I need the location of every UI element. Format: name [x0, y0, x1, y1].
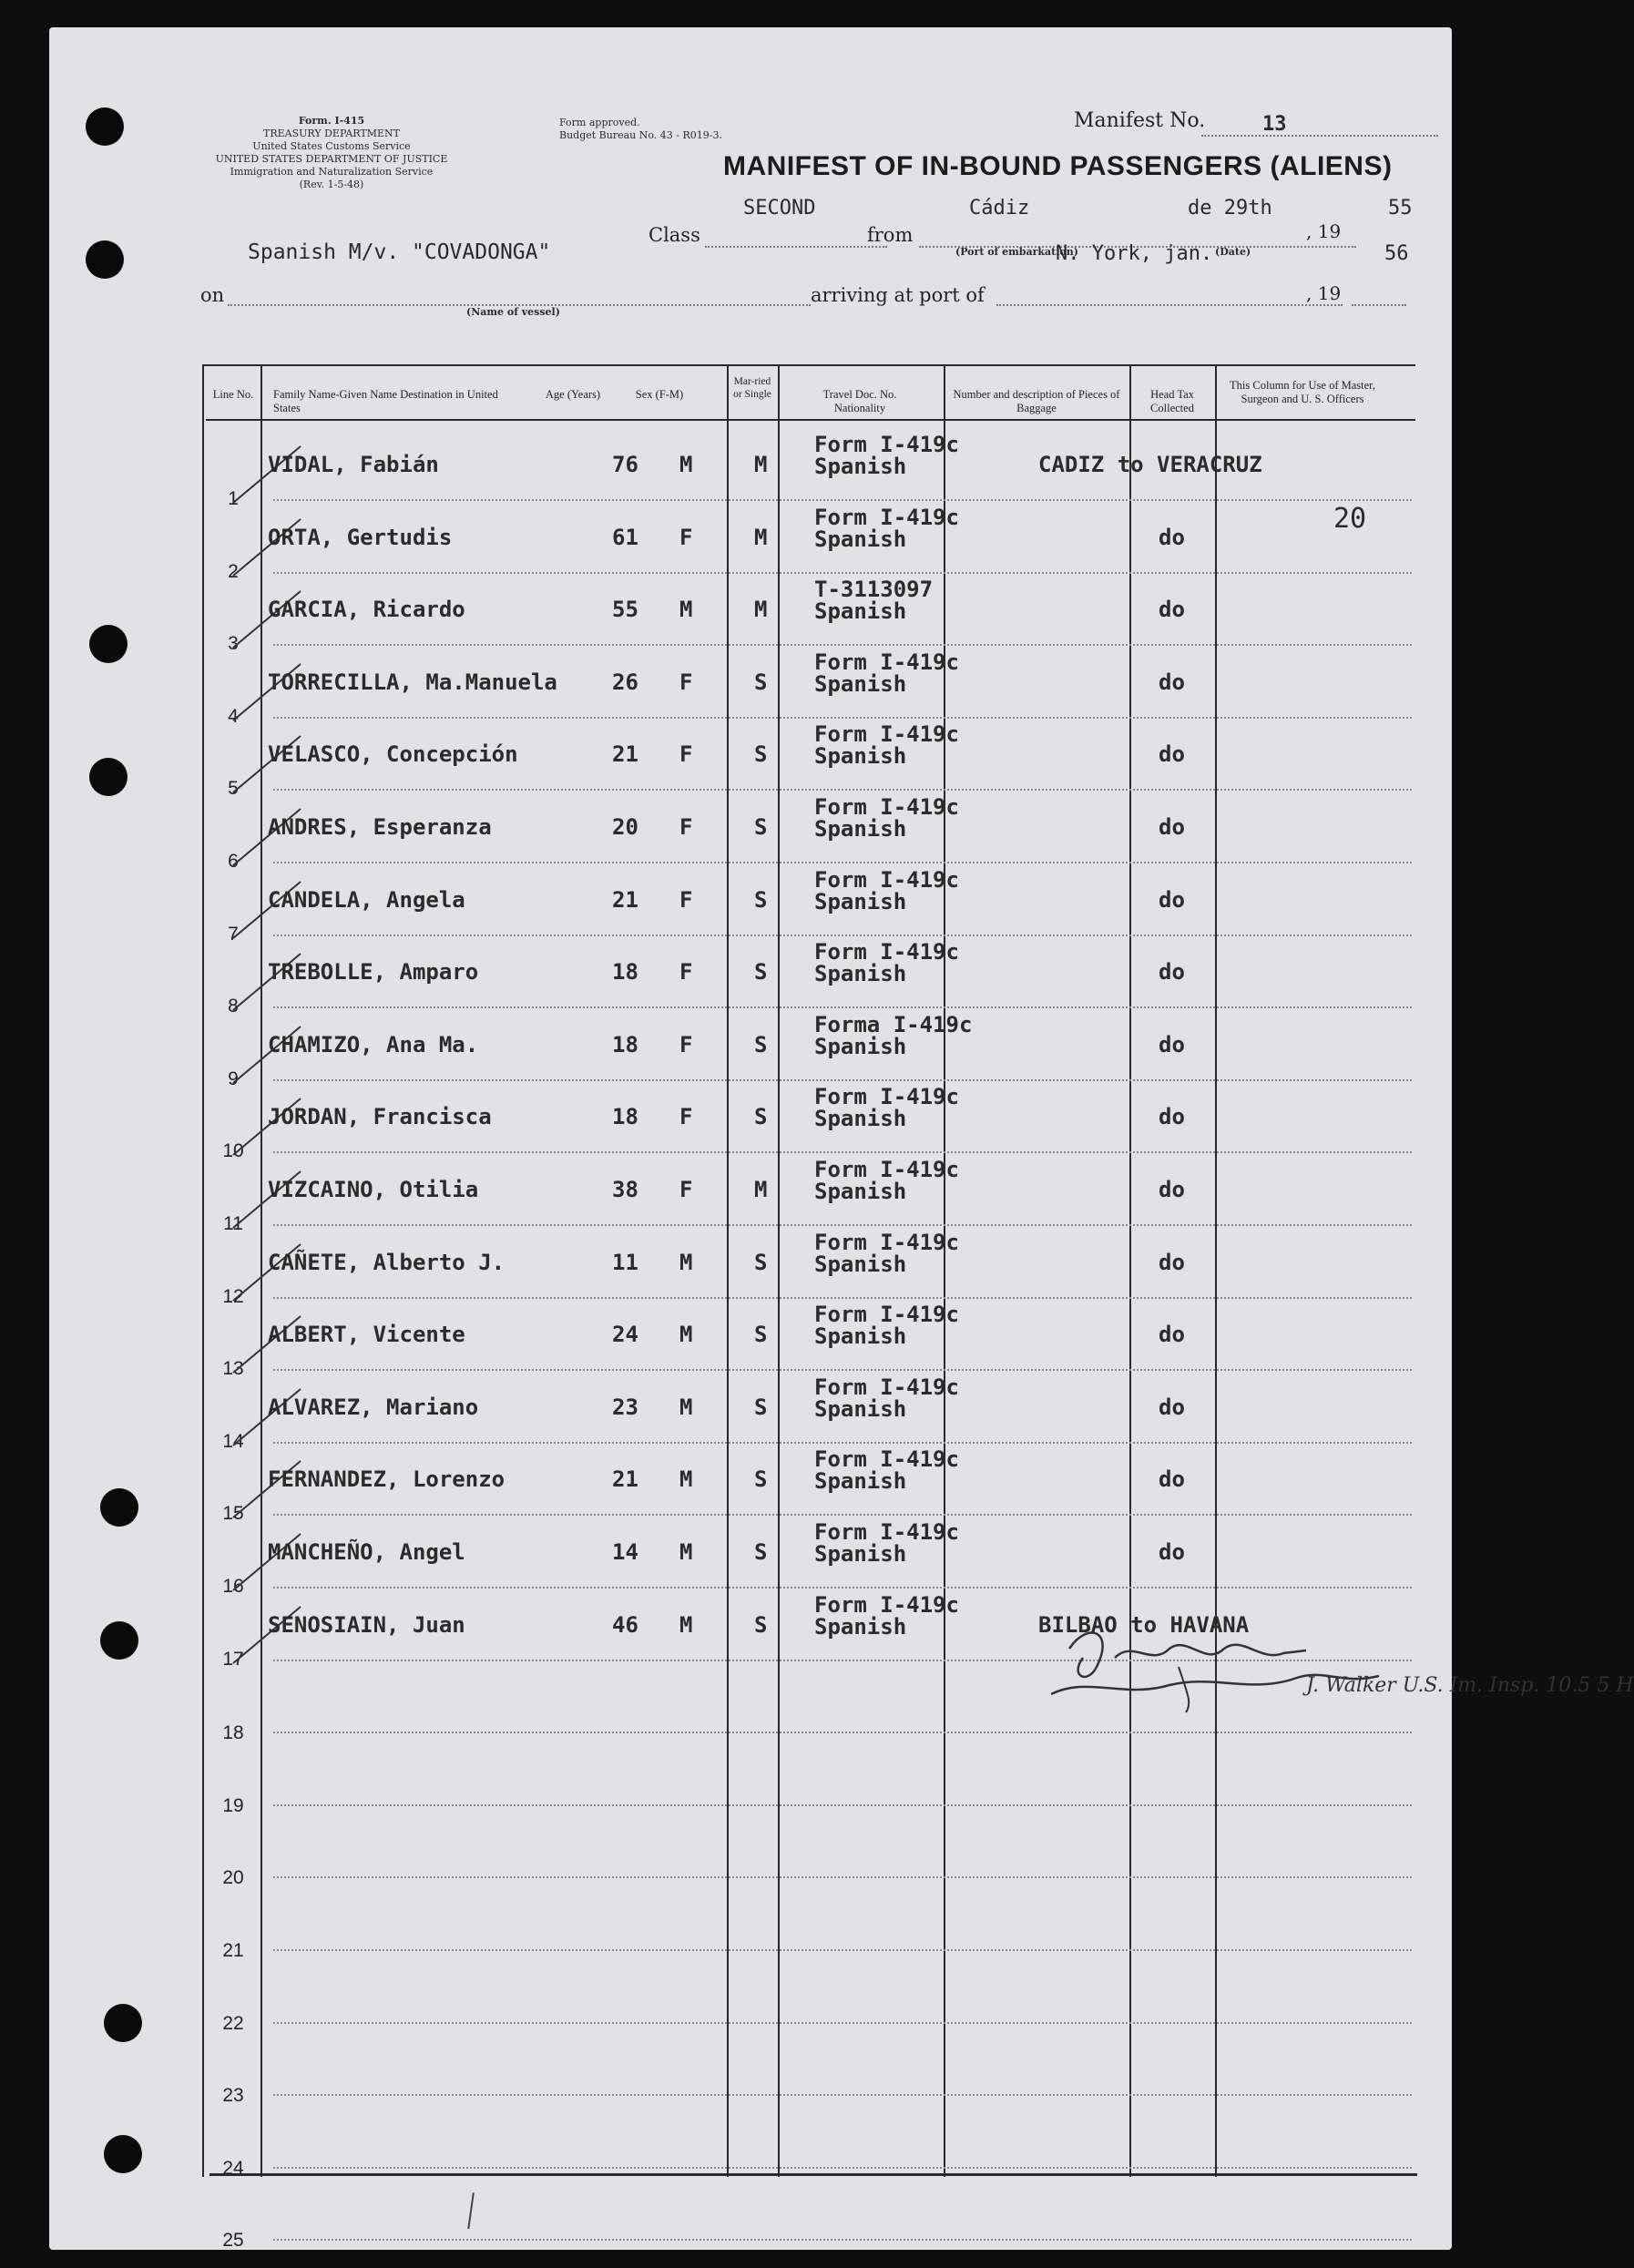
nationality: Spanish	[814, 1106, 907, 1131]
line-number: 25	[222, 2230, 244, 2251]
form-id-block	[195, 115, 468, 191]
manifest-sheet	[49, 27, 1634, 2251]
marital-status: S	[754, 669, 768, 695]
year-prefix-3: , 19	[1306, 282, 1342, 304]
passenger-sex: M	[679, 1322, 693, 1347]
row-rule	[273, 1587, 1412, 1589]
inspector-signature	[1033, 1612, 1634, 1721]
head-tax: do	[1159, 814, 1185, 840]
col-header-baggage: Number and description of Pieces of Baggage	[953, 388, 1120, 414]
passenger-sex: F	[679, 741, 693, 767]
line-number: 7	[228, 924, 239, 945]
passenger-name: CANDELA, Angela	[268, 887, 465, 913]
marital-status: M	[754, 597, 768, 622]
manifest-no-value: 13	[1262, 113, 1287, 136]
row-rule	[273, 2239, 1412, 2241]
head-tax: do	[1159, 1322, 1185, 1347]
travel-doc-number: Form I-419c	[814, 432, 959, 457]
head-tax: do	[1159, 1250, 1185, 1275]
marital-status: S	[754, 814, 768, 840]
form-number: Form. I-415	[298, 115, 365, 127]
passenger-age: 23	[612, 1395, 638, 1420]
head-tax: do	[1159, 887, 1185, 913]
passenger-age: 21	[612, 1466, 638, 1492]
pen-mark	[467, 2192, 485, 2231]
line-number: 24	[222, 2158, 244, 2179]
budget-approval	[559, 117, 722, 142]
line-number: 14	[222, 1431, 244, 1452]
row-rule	[273, 572, 1412, 574]
travel-doc-number: Form I-419c	[814, 1157, 959, 1182]
binder-hole	[89, 625, 128, 663]
passenger-name: ALBERT, Vicente	[268, 1322, 465, 1347]
line-number: 6	[228, 851, 239, 872]
nationality: Spanish	[814, 671, 907, 697]
travel-doc-number: Form I-419c	[814, 867, 959, 893]
passenger-name: ANDRES, Esperanza	[268, 814, 492, 840]
marital-status: S	[754, 1466, 768, 1492]
approved-line-1: Form approved.	[559, 117, 640, 128]
year-value-2: 56	[1384, 242, 1409, 265]
row-rule	[273, 1442, 1412, 1444]
row-rule	[273, 1514, 1412, 1516]
passenger-age: 46	[612, 1612, 638, 1638]
passenger-age: 18	[612, 1104, 638, 1129]
passenger-name: JORDAN, Francisca	[268, 1104, 492, 1129]
nationality: Spanish	[814, 1251, 907, 1277]
line-number: 21	[222, 1940, 244, 1961]
arriving-label: arriving at port of	[811, 284, 985, 306]
binder-hole	[100, 1488, 138, 1527]
binder-hole	[86, 240, 124, 279]
passenger-sex: F	[679, 887, 693, 913]
col-header-head-tax: Head Tax Collected	[1150, 388, 1194, 414]
row-rule	[273, 499, 1412, 501]
passenger-age: 21	[612, 741, 638, 767]
passenger-name: ORTA, Gertudis	[268, 525, 453, 550]
passenger-age: 14	[612, 1539, 638, 1565]
line-number: 17	[222, 1649, 244, 1670]
passenger-age: 38	[612, 1177, 638, 1202]
row-rule	[273, 1006, 1412, 1008]
line-number: 1	[228, 488, 239, 509]
passenger-name: VIZCAINO, Otilia	[268, 1177, 479, 1202]
row-rule	[273, 935, 1412, 936]
marital-status: M	[754, 1177, 768, 1202]
travel-doc-number: Form I-419c	[814, 1230, 959, 1255]
binder-hole	[89, 758, 128, 796]
row-rule	[273, 789, 1412, 791]
row-rule	[273, 1876, 1412, 1878]
passenger-age: 26	[612, 669, 638, 695]
marital-status: S	[754, 1539, 768, 1565]
passenger-name: TORRECILLA, Ma.Manuela	[268, 669, 557, 695]
vessel-name: Spanish M/v. "COVADONGA"	[248, 240, 551, 264]
col-header-travel-doc: Travel Doc. No. Nationality	[822, 388, 897, 414]
col-header-married: Mar-ried or Single	[733, 376, 771, 400]
nationality: Spanish	[814, 1179, 907, 1204]
line-number: 11	[223, 1213, 243, 1234]
head-tax: do	[1159, 669, 1185, 695]
line-number: 19	[222, 1795, 244, 1816]
line-number: 15	[222, 1503, 244, 1524]
row-rule	[273, 1732, 1412, 1733]
passenger-sex: M	[679, 452, 693, 477]
line-number: 13	[222, 1358, 244, 1379]
marital-status: S	[754, 1250, 768, 1275]
travel-doc-number: Form I-419c	[814, 649, 959, 675]
travel-doc-number: Form I-419c	[814, 939, 959, 965]
vessel-caption: (Name of vessel)	[466, 306, 560, 318]
passenger-age: 21	[612, 887, 638, 913]
nationality: Spanish	[814, 1034, 907, 1059]
officer-note-20: 20	[1333, 503, 1367, 535]
row-rule	[273, 644, 1412, 646]
line-number: 4	[228, 706, 239, 727]
from-value: Cádiz	[969, 197, 1030, 220]
date-value: de 29th	[1188, 197, 1272, 220]
nationality: Spanish	[814, 454, 907, 479]
passenger-sex: M	[679, 1395, 693, 1420]
passenger-sex: F	[679, 1177, 693, 1202]
passenger-sex: M	[679, 597, 693, 622]
year-value-1: 55	[1388, 197, 1413, 220]
passenger-name: CHAMIZO, Ana Ma.	[268, 1032, 479, 1057]
passenger-age: 11	[612, 1250, 638, 1275]
line-number: 20	[222, 1867, 244, 1888]
head-tax: do	[1159, 1032, 1185, 1057]
nationality: Spanish	[814, 526, 907, 552]
from-label: from	[867, 224, 914, 246]
passenger-age: 24	[612, 1322, 638, 1347]
dept-justice: UNITED STATES DEPARTMENT OF JUSTICE	[215, 153, 448, 165]
passenger-age: 61	[612, 525, 638, 550]
col-header-officers: This Column for Use of Master, Surgeon and U. S. Officers	[1230, 379, 1375, 405]
baggage-route: BILBAO to HAVANA	[1038, 1612, 1250, 1638]
class-label: Class	[648, 224, 700, 246]
col-header-line: Line No.	[212, 388, 254, 401]
head-tax: do	[1159, 1466, 1185, 1492]
manifest-no-label: Manifest No.	[1074, 109, 1206, 132]
dept-treasury: TREASURY DEPARTMENT	[263, 128, 400, 139]
head-tax: do	[1159, 597, 1185, 622]
marital-status: S	[754, 1104, 768, 1129]
head-tax: do	[1159, 1104, 1185, 1129]
approved-line-2: Budget Bureau No. 43 - R019-3.	[559, 129, 722, 141]
row-rule	[273, 2022, 1412, 2024]
passenger-sex: F	[679, 669, 693, 695]
marital-status: S	[754, 1322, 768, 1347]
line-number: 8	[228, 996, 239, 1017]
row-rule	[273, 1079, 1412, 1081]
port-embark-caption: (Port of embarkation)	[955, 246, 1078, 258]
line-number: 5	[228, 778, 239, 799]
travel-doc-number: Forma I-419c	[814, 1012, 973, 1037]
row-rule	[273, 2167, 1412, 2169]
binder-hole	[104, 2004, 142, 2042]
passenger-sex: M	[679, 1466, 693, 1492]
travel-doc-number: Form I-419c	[814, 1302, 959, 1327]
marital-status: M	[754, 452, 768, 477]
nationality: Spanish	[814, 1396, 907, 1422]
travel-doc-number: Form I-419c	[814, 1519, 959, 1545]
manifest-title: MANIFEST OF IN-BOUND PASSENGERS (ALIENS)	[723, 151, 1393, 181]
row-rule	[273, 1369, 1412, 1371]
marital-status: S	[754, 1395, 768, 1420]
on-label: on	[200, 284, 225, 306]
head-tax: do	[1159, 741, 1185, 767]
passenger-age: 18	[612, 1032, 638, 1057]
marital-status: S	[754, 959, 768, 985]
head-tax: do	[1159, 959, 1185, 985]
row-rule	[273, 1224, 1412, 1226]
binder-hole	[86, 107, 124, 146]
passenger-sex: F	[679, 525, 693, 550]
passenger-sex: M	[679, 1539, 693, 1565]
head-tax: do	[1159, 1395, 1185, 1420]
nationality: Spanish	[814, 1468, 907, 1494]
passenger-sex: F	[679, 1032, 693, 1057]
travel-doc-number: Form I-419c	[814, 721, 959, 747]
passenger-sex: F	[679, 959, 693, 985]
passenger-name: CAÑETE, Alberto J.	[268, 1250, 506, 1275]
line-number: 18	[222, 1722, 244, 1743]
date-caption: (Date)	[1215, 246, 1251, 258]
dept-customs: United States Customs Service	[252, 140, 411, 152]
passenger-name: GARCIA, Ricardo	[268, 597, 465, 622]
binder-hole	[104, 2135, 142, 2173]
marital-status: S	[754, 887, 768, 913]
line-number: 10	[222, 1140, 244, 1161]
line-number: 12	[222, 1286, 244, 1307]
line-number: 22	[222, 2013, 244, 2034]
baggage-route: CADIZ to VERACRUZ	[1038, 452, 1262, 477]
passenger-age: 20	[612, 814, 638, 840]
year-prefix-1: , 19	[1306, 220, 1342, 242]
dept-immigration: Immigration and Naturalization Service	[230, 166, 434, 178]
passenger-age: 55	[612, 597, 638, 622]
line-number: 16	[222, 1576, 244, 1597]
marital-status: M	[754, 525, 768, 550]
passenger-name: TREBOLLE, Amparo	[268, 959, 479, 985]
col-header-name: Family Name-Given Name Destination in United States	[273, 388, 498, 414]
head-tax: do	[1159, 1539, 1185, 1565]
passenger-name: ALVAREZ, Mariano	[268, 1395, 479, 1420]
row-rule	[273, 717, 1412, 719]
travel-doc-number: Form I-419c	[814, 794, 959, 820]
col-header-age: Age (Years)	[545, 388, 601, 401]
passenger-sex: M	[679, 1612, 693, 1638]
passenger-sex: M	[679, 1250, 693, 1275]
row-rule	[273, 862, 1412, 863]
passenger-name: SENOSIAIN, Juan	[268, 1612, 465, 1638]
row-rule	[273, 2094, 1412, 2096]
head-tax: do	[1159, 525, 1185, 550]
nationality: Spanish	[814, 816, 907, 842]
passenger-sex: F	[679, 814, 693, 840]
line-number: 2	[228, 561, 239, 582]
form-revision: (Rev. 1-5-48)	[299, 179, 364, 190]
passenger-age: 18	[612, 959, 638, 985]
signature-text: J. Walker U.S. Im. Insp. 10.5 5 H	[1306, 1674, 1634, 1697]
col-header-sex: Sex (F-M)	[635, 388, 684, 401]
travel-doc-number: Form I-419c	[814, 1446, 959, 1472]
nationality: Spanish	[814, 598, 907, 624]
row-rule	[273, 1297, 1412, 1299]
line-number: 9	[228, 1068, 239, 1089]
travel-doc-number: Form I-419c	[814, 505, 959, 530]
nationality: Spanish	[814, 1541, 907, 1567]
nationality: Spanish	[814, 1614, 907, 1640]
travel-doc-number: Form I-419c	[814, 1592, 959, 1618]
binder-hole	[100, 1621, 138, 1660]
travel-doc-number: T-3113097	[814, 577, 934, 602]
travel-doc-number: Form I-419c	[814, 1084, 959, 1109]
marital-status: S	[754, 741, 768, 767]
nationality: Spanish	[814, 961, 907, 986]
passenger-name: VIDAL, Fabián	[268, 452, 439, 477]
passenger-sex: F	[679, 1104, 693, 1129]
nationality: Spanish	[814, 1323, 907, 1349]
passenger-name: FERNANDEZ, Lorenzo	[268, 1466, 506, 1492]
marital-status: S	[754, 1032, 768, 1057]
passenger-age: 76	[612, 452, 638, 477]
arrival-date-value: N. York, jan.	[1056, 242, 1213, 265]
line-number: 3	[228, 633, 239, 654]
head-tax: do	[1159, 1177, 1185, 1202]
line-number: 23	[222, 2085, 244, 2106]
marital-status: S	[754, 1612, 768, 1638]
class-value: SECOND	[743, 197, 816, 220]
row-rule	[273, 1949, 1412, 1951]
row-rule	[273, 1151, 1412, 1153]
travel-doc-number: Form I-419c	[814, 1374, 959, 1400]
nationality: Spanish	[814, 743, 907, 769]
nationality: Spanish	[814, 889, 907, 914]
passenger-name: MANCHEÑO, Angel	[268, 1539, 465, 1565]
passenger-name: VELASCO, Concepción	[268, 741, 518, 767]
row-rule	[273, 1804, 1412, 1806]
